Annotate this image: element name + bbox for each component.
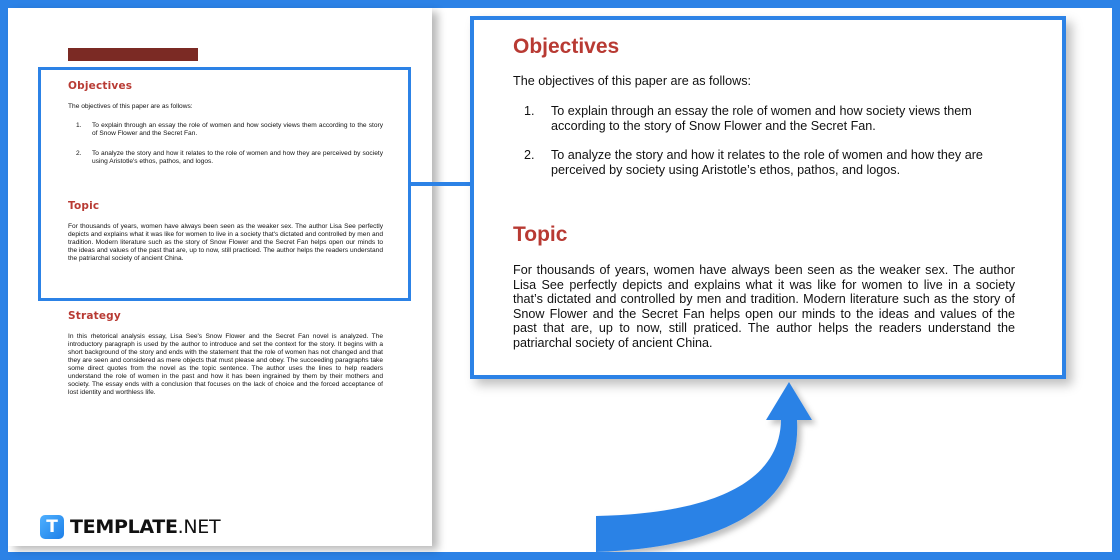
zoomed-objective-item-2 [524, 148, 1024, 177]
brand-name-light: .NET [177, 516, 221, 538]
zoomed-objectives-heading: Objectives [513, 35, 620, 58]
template-logo-icon: T [40, 515, 64, 539]
objective-text: To explain through an essay the role of women and how society views them according to the story of Snow Flower and the Secret Fan. [92, 122, 383, 137]
document-title-bar [68, 48, 198, 61]
objective-number: 2. [76, 150, 82, 157]
brand-logo [40, 515, 220, 539]
objective-number: 2. [524, 148, 535, 162]
strategy-body: In this rhetorical analysis essay, Lisa See's Snow Flower and the Secret Fan novel is analyzed. The introductory paragraph is used by the author to introduce and set the context for the story. It begins with a short background of the story and ends with the statement that the role of women has not changed and that they are seen and considered as mere objects that must please and obey. The succeeding paragraphs take some direct quotes from the novel as the topic sentence. The author uses the lines to help readers understand the role of women in the past and how it has been ingrained by them by their mothers and society. The essay ends with a conclusion that focuses on the lack of choice and the forced acceptance of lost identity and worthless life. [68, 333, 383, 396]
objective-text: To explain through an essay the role of women and how society views them according to the story of Snow Flower and the Secret Fan. [551, 104, 972, 133]
objectives-heading: Objectives [68, 80, 133, 92]
objective-text: To analyze the story and how it relates to the role of women and how they are perceived by society using Aristotle's ethos, pathos, and logos. [92, 150, 383, 165]
brand-name-bold: TEMPLATE [70, 516, 178, 538]
strategy-heading: Strategy [68, 310, 121, 322]
zoomed-topic-body: For thousands of years, women have always been seen as the weaker sex. The author Lisa See perfectly depicts and explains what it was like for women to live in a society that’s dictated and controlled by men and tradition. Modern literature such as the story of Snow Flower and the Secret Fan helps open our minds to the ideas and values of the past that are, up to now, still praticed. The author helps the readers understand the patriarchal society of ancient China. [513, 263, 1015, 350]
objectives-intro: The objectives of this paper are as follows: [68, 103, 193, 110]
curved-arrow-icon [590, 378, 820, 552]
topic-heading: Topic [68, 200, 100, 212]
zoomed-callout [470, 16, 1066, 379]
topic-body: For thousands of years, women have always been seen as the weaker sex. The author Lisa See perfectly depicts and explains what it was like for women to live in a society that's dictated and controlled by men and tradition. Modern literature such as the story of Snow Flower and the Secret Fan helps open our minds to the ideas and values of the past that are, up to now, still practiced. The author helps the readers understand the patriarchal society of ancient China. [68, 223, 383, 262]
zoomed-topic-heading: Topic [513, 223, 568, 246]
connector-line [410, 182, 472, 186]
brand-name [70, 516, 220, 538]
objective-number: 1. [524, 104, 535, 118]
objective-number: 1. [76, 122, 82, 129]
objective-text: To analyze the story and how it relates to the role of women and how they are perceived by society using Aristotle’s ethos, pathos, and logos. [551, 148, 983, 177]
zoomed-objective-item-1 [524, 104, 1024, 133]
highlight-box [38, 67, 411, 301]
zoomed-objectives-intro: The objectives of this paper are as follows: [513, 74, 752, 88]
